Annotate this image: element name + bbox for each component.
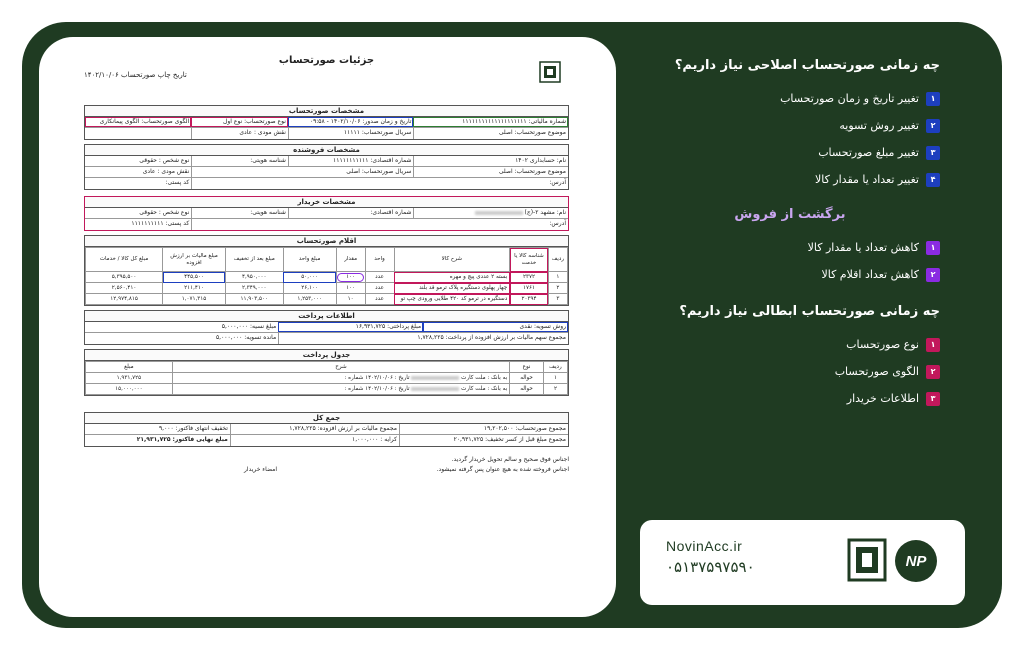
buyer-postal: کد پستی: ۱۱۱۱۱۱۱۱۱۱: [131, 220, 190, 227]
footer-line-1: اجناس فوق صحیح و سالم تحویل خریدار گردید.: [451, 456, 569, 463]
cancel-item: [640, 358, 940, 385]
document-header: [84, 53, 569, 101]
payment-cell: ۱۵,۰۰۰,۰۰۰: [86, 384, 173, 395]
seller-title: مشخصات فروشنده: [85, 145, 568, 156]
number-badge: ۳: [926, 392, 940, 406]
website-text[interactable]: NovinAcc.ir: [666, 538, 743, 554]
items-header-cell: شناسه کالا یا خدمت: [510, 248, 549, 272]
seller-postal: کد پستی:: [165, 179, 190, 186]
invoice-total: مجموع صورتحساب: ۱۹,۲۰۲,۵۰۰: [399, 424, 568, 434]
corrective-item: [640, 85, 940, 112]
seller-serial: سریال صورتحساب: اصلی: [191, 167, 413, 177]
document-footer: [84, 455, 569, 475]
number-badge: ۳: [926, 146, 940, 160]
payment-cell: حواله: [510, 373, 544, 384]
buyer-section: [84, 196, 569, 231]
payment-cell: ۱: [543, 373, 567, 384]
buyer-person-type: نوع شخص : حقوقی: [139, 209, 190, 216]
vat-total: مجموع مالیات بر ارزش افزوده: ۱,۷۲۸,۲۲۵: [230, 424, 399, 434]
items-cell: ۲۰۳۹۴: [510, 294, 549, 305]
item-label: تغییر روش تسویه: [839, 119, 919, 132]
buyer-name: نام: مشهد ۲-(ج): [413, 208, 568, 218]
items-header-cell: واحد: [365, 248, 394, 272]
items-cell: ۱: [548, 272, 567, 283]
items-cell: ۲۶,۱۰۰: [283, 283, 336, 294]
items-cell: دستگیره در ترمو کد ۴۲۰ طلایی ورودی چپ تو: [394, 294, 510, 305]
cancel-item: [640, 385, 940, 412]
return-heading: برگشت از فروش: [734, 207, 846, 222]
items-header-cell: مبلغ کل کالا / خدمات: [86, 248, 163, 272]
items-row: [86, 294, 568, 305]
tax-emblem-icon: [847, 538, 887, 582]
items-cell: ۱۱,۹۰۳,۵۰۰: [225, 294, 283, 305]
seller-role: نقش مودی : عادی: [142, 168, 190, 175]
tax-authority-emblem-icon: [539, 61, 561, 83]
items-cell: ۱,۰۷۱,۳۱۵: [163, 294, 226, 305]
number-badge: ۱: [926, 92, 940, 106]
items-cell: بسته ۲ عددی پیچ و مهره: [394, 272, 510, 283]
invoice-document: [39, 37, 616, 617]
payment-table-section: [84, 349, 569, 396]
item-label: الگوی صورتحساب: [834, 365, 919, 378]
items-cell: ۲: [548, 283, 567, 294]
footer-line-2: اجناس فروخته شده به هیچ عنوان پس گرفته نمیشود.: [436, 466, 569, 473]
item-label: کاهش تعداد اقلام کالا: [821, 268, 919, 281]
invoice-serial: سریال صورتحساب: ۱۱۱۱۱: [288, 128, 414, 139]
corrective-item: [640, 112, 940, 139]
payer-role: نقش مودی : عادی: [191, 128, 288, 139]
payment-info-section: [84, 310, 569, 345]
final-amount: مبلغ نهایی فاکتور: ۲۱,۹۳۱,۷۲۵: [136, 436, 228, 443]
invoice-info-section: [84, 105, 569, 140]
number-badge: ۲: [926, 365, 940, 379]
items-title: اقلام صورتحساب: [85, 236, 568, 247]
item-label: تغییر تعداد یا مقدار کالا: [814, 173, 919, 186]
invoice-type: نوع صورتحساب: نوع اول: [191, 117, 288, 127]
payment-row: [86, 373, 568, 384]
item-label: تغییر تاریخ و زمان صورتحساب: [780, 92, 919, 105]
items-cell: چهار پهلوی دستگیره پلاک ترمو قد بلند: [394, 283, 510, 294]
items-section: [84, 235, 569, 306]
return-item: [640, 234, 940, 261]
items-cell: ۵,۳۹۵,۵۰۰: [86, 272, 163, 283]
items-cell: ۱۰۰: [336, 283, 365, 294]
invoice-subject: موضوع صورتحساب: اصلی: [413, 128, 568, 139]
cancel-item: [640, 331, 940, 358]
invoice-info-title: مشخصات صورتحساب: [85, 106, 568, 117]
payment-info-title: اطلاعات پرداخت: [85, 311, 568, 322]
item-label: اطلاعات خریدار: [846, 392, 919, 405]
settle-method: روش تسویه: نقدی: [423, 322, 568, 332]
payment-cell: حواله: [510, 384, 544, 395]
items-cell: ۲,۵۶۰,۴۱۰: [86, 283, 163, 294]
items-header-cell: شرح کالا: [394, 248, 510, 272]
items-cell: ۴,۹۵۰,۰۰۰: [225, 272, 283, 283]
invoice-pattern: الگوی صورتحساب: الگوی پیمانکاری: [85, 117, 191, 127]
payment-cell: ۱,۹۳۱,۷۲۵: [86, 373, 173, 384]
items-header-cell: ردیف: [548, 248, 567, 272]
corrective-item: [640, 139, 940, 166]
item-label: تغییر مبلغ صورتحساب: [818, 146, 919, 159]
seller-name: نام: حسابداری ۱۴۰۲: [413, 156, 568, 166]
seller-subject: موضوع صورتحساب: اصلی: [413, 167, 568, 177]
items-table: [85, 247, 568, 305]
number-badge: ۲: [926, 119, 940, 133]
totals-title: جمع کل: [85, 413, 568, 424]
items-cell: ۱,۲۵۳,۰۰۰: [283, 294, 336, 305]
phone-number[interactable]: ۰۵۱۳۷۵۹۷۵۹۰: [666, 558, 755, 576]
payment-row: [86, 384, 568, 395]
fare: کرایه : ۱,۰۰۰,۰۰۰: [230, 435, 399, 446]
items-cell: ۱۷۶۱: [510, 283, 549, 294]
buyer-signature: امضاء خریدار: [244, 466, 278, 473]
items-cell: ۴۴۵,۵۰۰: [163, 272, 226, 283]
items-cell: عدد: [365, 294, 394, 305]
document-title: جزئیات صورتحساب: [278, 55, 375, 66]
number-badge: ۴: [926, 173, 940, 187]
items-row: [86, 283, 568, 294]
issue-datetime: تاریخ و زمان صدور: ۱۴۰۲/۱۰/۰۶ - ۰۹:۵۸: [288, 117, 414, 127]
items-header-cell: مبلغ واحد: [283, 248, 336, 272]
paid-amount: مبلغ پرداختی: ۱۶,۹۳۱,۷۲۵: [278, 322, 423, 332]
before-discount: مجموع مبلغ قبل از کسر تخفیف: ۲۰,۹۳۱,۷۲۵: [399, 435, 568, 446]
items-cell: ۱۰۰: [336, 272, 365, 283]
buyer-economic-no: شماره اقتصادی:: [288, 208, 414, 218]
items-header-cell: مقدار: [336, 248, 365, 272]
items-cell: ۲,۳۴۹,۰۰۰: [225, 283, 283, 294]
corrective-heading: چه زمانی صورتحساب اصلاحی نیاز داریم؟: [674, 58, 940, 73]
items-cell: عدد: [365, 272, 394, 283]
end-discount: تخفیف انتهای فاکتور: ۹,۰۰۰: [158, 425, 228, 432]
info-panel: [640, 58, 940, 412]
vat-share: مجموع سهم مالیات بر ارزش افزوده از پرداخت: ۱,۷۲۸,۲۲۵: [278, 333, 568, 344]
remaining: مانده تسویه: ۵,۰۰۰,۰۰۰: [215, 334, 277, 341]
payment-cell: ۲: [543, 384, 567, 395]
seller-national-id: شناسه هویتی:: [191, 156, 288, 166]
print-date: تاریخ چاپ صورتحساب ۱۴۰۲/۱۰/۰۶: [84, 71, 187, 79]
items-header-cell: مبلغ مالیات بر ارزش افزوده: [163, 248, 226, 272]
cancel-heading: چه زمانی صورتحساب ابطالی نیاز داریم؟: [679, 304, 940, 319]
number-badge: ۲: [926, 268, 940, 282]
item-label: کاهش تعداد یا مقدار کالا: [807, 241, 919, 254]
novinacc-logo: NP: [895, 540, 937, 582]
payment-table-title: جدول پرداخت: [85, 350, 568, 361]
item-label: نوع صورتحساب: [846, 338, 919, 351]
items-header-cell: مبلغ بعد از تخفیف: [225, 248, 283, 272]
number-badge: ۱: [926, 241, 940, 255]
buyer-address: آدرس:: [191, 219, 568, 230]
tax-number: شماره مالیاتی: ۱۱۱۱۱۱۱۱۱۱۱۱۱۱۱۱۱۱۱۱: [413, 117, 568, 127]
items-cell: ۱۲,۹۷۴,۸۱۵: [86, 294, 163, 305]
seller-section: [84, 144, 569, 190]
corrective-item: [640, 166, 940, 193]
totals-section: [84, 412, 569, 447]
items-cell: عدد: [365, 283, 394, 294]
items-cell: ۲۳۷۲: [510, 272, 549, 283]
payment-cell: به بانک : ملت کارت تاریخ : ۱۴۰۲/۱۰/۰۶ شماره :: [172, 373, 509, 384]
items-cell: ۲۱۱,۴۱۰: [163, 283, 226, 294]
seller-address: آدرس:: [191, 178, 568, 189]
seller-person-type: نوع شخص : حقوقی: [139, 157, 190, 164]
items-cell: ۳: [548, 294, 567, 305]
return-item: [640, 261, 940, 288]
brand-card: [640, 520, 965, 605]
number-badge: ۱: [926, 338, 940, 352]
payment-cell: به بانک : ملت کارت تاریخ : ۱۴۰۲/۱۰/۰۶ شماره :: [172, 384, 509, 395]
items-row: [86, 272, 568, 283]
items-cell: ۱۰: [336, 294, 365, 305]
seller-economic-no: شماره اقتصادی: ۱۱۱۱۱۱۱۱۱۱۱: [288, 156, 414, 166]
payment-table: ردیف نوع شرح مبلغ ۱ حواله به بانک : ملت کارت تاریخ : ۱۴۰۲/۱۰/۰۶ شماره : ۱,۹۳۱,۷۲۵ ۲ حواله به بانک : ملت کارت تاریخ : ۱۴۰۲/۱۰/۰۶ شماره : ۱۵,۰۰۰,۰۰۰: [85, 361, 568, 395]
credit-amount: مبلغ نسیه: ۵,۰۰۰,۰۰۰: [221, 323, 277, 330]
buyer-title: مشخصات خریدار: [85, 197, 568, 208]
items-cell: ۵۰,۰۰۰: [283, 272, 336, 283]
buyer-national-id: شناسه هویتی:: [191, 208, 288, 218]
